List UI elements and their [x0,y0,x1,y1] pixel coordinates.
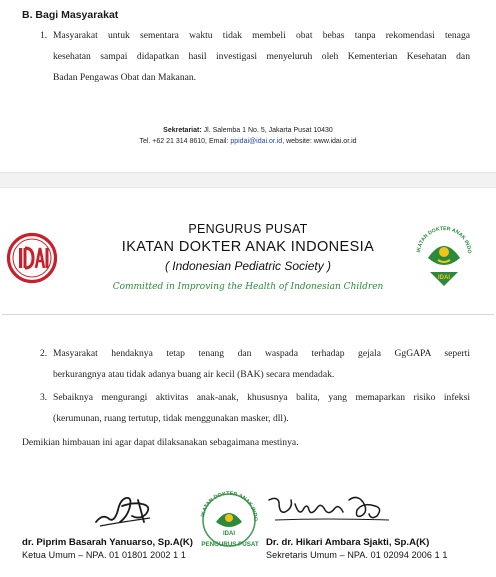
footer-address: Jl. Salemba 1 No. 5, Jakarta Pusat 10430 [201,127,333,134]
footer-contact [0,138,496,145]
footer-contact-prefix: Tel. +62 21 314 8610, Email: [139,138,231,145]
list-item-line: kesehatan sampai didapatkan hasil investigasi menyeluruh oleh Kementerian Kesehatan dan [53,51,470,62]
list-item-line: Masyarakat untuk sementara waktu tidak membeli obat bebas tanpa rekomendasi tenaga [53,30,470,41]
letterhead-subtitle: ( Indonesian Pediatric Society ) [164,259,332,273]
stamp-bottom-text: PENGURUS PUSAT [201,541,259,548]
letterhead-divider [2,314,494,315]
list-item-line: Masyarakat hendaknya tetap tenang dan waspada terhadap gejala GgGAPA seperti [53,348,470,359]
list-item [40,387,470,431]
signatory-role: Ketua Umum – NPA. 01 01801 2002 1 1 [22,550,186,560]
list-item-line: (kerumunan, ruang tertutup, tidak menggunakan masker, dll). [53,413,289,424]
idai-stamp-icon [190,486,268,550]
idai-emblem-ring-text: IKATAN DOKTER ANAK INDO [416,225,473,254]
signatory-name: Dr. dr. Hikari Ambara Sjakti, Sp.A(K) [266,537,430,548]
letterhead-line1: PENGURUS PUSAT [188,222,308,236]
signatory-name: dr. Piprim Basarah Yanuarso, Sp.A(K) [22,537,193,548]
letterhead-line2: IKATAN DOKTER ANAK INDONESIA [121,239,375,255]
page-separator [0,172,496,188]
idai-right-logo [408,214,480,292]
list-item-line: Sebaiknya mengurangi aktivitas anak-anak, khususnya balita, yang memaparkan risiko infeksi [53,392,470,403]
handwritten-signature-icon [265,490,395,532]
footer-secretariat [0,127,496,134]
section-heading: B. Bagi Masyarakat [22,9,119,21]
idai-emblem-icon [408,214,480,292]
handwritten-signature-icon [92,492,162,532]
official-stamp [190,486,268,550]
stamp-ring-text: IKATAN DOKTER ANAK INDO [200,490,259,522]
list-item-number: 2. [40,348,48,359]
list-item [40,343,470,387]
list-item-number: 1. [40,30,48,41]
signatory-role: Sekretaris Umum – NPA. 01 02094 2006 1 1 [266,550,448,560]
idai-emblem-label: IDAI [438,275,450,281]
letterhead-motto: Committed in Improving the Health of Indonesian Children [112,282,384,292]
stamp-label: IDAI [223,531,235,537]
signature-right [265,490,395,532]
footer-email-link[interactable]: ppidai@idai.or.id [230,138,283,145]
closing-statement: Demikian himbauan ini agar dapat dilaksanakan sebagaimana mestinya. [22,437,299,448]
footer-secretariat-label: Sekretariat: [163,127,202,134]
list-item-line: Badan Pengawas Obat dan Makanan. [53,72,197,83]
list-item [40,25,470,91]
list-item-line: berkurangnya atau tidak adanya buang air kecil (BAK) secara mendadak. [53,369,335,380]
signature-left [92,492,162,532]
list-item-number: 3. [40,392,48,403]
footer-contact-suffix: , website: www.idai.or.id [282,138,357,145]
